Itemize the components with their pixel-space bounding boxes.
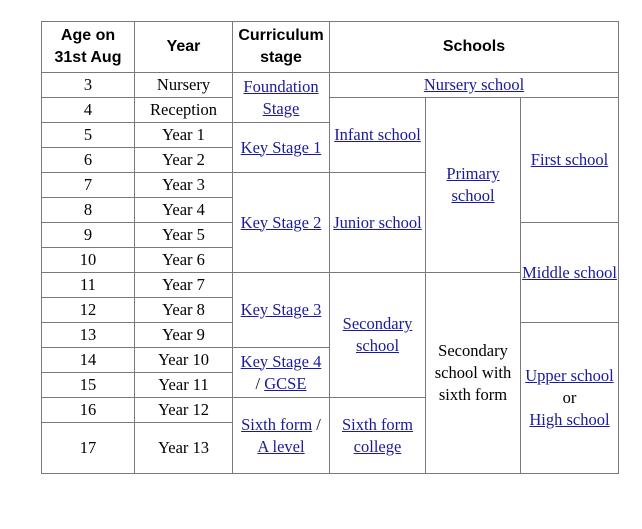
header-row — [42, 22, 619, 73]
sixth-form-college-link[interactable]: Sixth form college — [341, 414, 414, 456]
header-curriculum: Curriculum stage — [233, 22, 330, 73]
header-year: Year — [135, 22, 233, 73]
age-cell: 11 — [42, 273, 135, 298]
age-cell: 5 — [42, 123, 135, 148]
key-stage-2-link[interactable]: Key Stage 2 — [240, 212, 322, 232]
age-cell: 13 — [42, 323, 135, 348]
age-cell: 4 — [42, 98, 135, 123]
primary-school-link[interactable]: Primary school — [446, 164, 500, 205]
year-cell: Year 10 — [135, 348, 233, 373]
year-cell: Year 9 — [135, 323, 233, 348]
ks4-separator: / — [255, 373, 265, 393]
year-cell: Year 5 — [135, 223, 233, 248]
age-cell: 10 — [42, 248, 135, 273]
year-cell: Year 3 — [135, 173, 233, 198]
age-cell: 7 — [42, 173, 135, 198]
nursery-school-link[interactable]: Nursery school — [423, 75, 525, 94]
middle-school-link[interactable]: Middle school — [522, 262, 617, 282]
header-schools: Schools — [330, 22, 619, 73]
junior-school-link[interactable]: Junior school — [333, 212, 422, 232]
table-row — [42, 98, 619, 123]
upper-school-link[interactable]: Upper school — [525, 366, 614, 385]
school-stages-table — [41, 21, 619, 474]
age-cell: 8 — [42, 198, 135, 223]
year-cell: Nursery — [135, 73, 233, 98]
school-stages-table-container — [41, 21, 619, 474]
year-cell: Year 8 — [135, 298, 233, 323]
sixth-form-link[interactable]: Sixth form — [241, 414, 313, 434]
age-cell: 12 — [42, 298, 135, 323]
age-cell: 16 — [42, 398, 135, 423]
table-row — [42, 73, 619, 98]
year-cell: Year 7 — [135, 273, 233, 298]
age-cell: 6 — [42, 148, 135, 173]
age-cell: 9 — [42, 223, 135, 248]
secondary-sixth-form-label: Secondary school with sixth form — [434, 341, 512, 404]
age-cell: 15 — [42, 373, 135, 398]
year-cell: Year 12 — [135, 398, 233, 423]
sixth-form-separator: / — [312, 414, 321, 434]
year-cell: Year 1 — [135, 123, 233, 148]
or-text: or — [562, 388, 577, 407]
high-school-link[interactable]: High school — [529, 410, 610, 429]
age-cell: 3 — [42, 73, 135, 98]
age-cell: 17 — [42, 423, 135, 474]
year-cell: Reception — [135, 98, 233, 123]
key-stage-1-link[interactable]: Key Stage 1 — [240, 137, 322, 157]
key-stage-3-link[interactable]: Key Stage 3 — [240, 300, 322, 319]
year-cell: Year 11 — [135, 373, 233, 398]
header-age: Age on 31st Aug — [42, 22, 135, 73]
infant-school-link[interactable]: Infant school — [334, 125, 421, 144]
secondary-school-link[interactable]: Secondary school — [342, 314, 413, 355]
age-cell: 14 — [42, 348, 135, 373]
a-level-link[interactable]: A level — [257, 436, 305, 456]
year-cell: Year 13 — [135, 423, 233, 474]
key-stage-4-link[interactable]: Key Stage 4 — [240, 351, 322, 371]
year-cell: Year 4 — [135, 198, 233, 223]
year-cell: Year 2 — [135, 148, 233, 173]
gcse-link[interactable]: GCSE — [264, 373, 307, 393]
year-cell: Year 6 — [135, 248, 233, 273]
foundation-stage-link[interactable]: Foundation Stage — [243, 76, 319, 118]
first-school-link[interactable]: First school — [530, 150, 609, 169]
